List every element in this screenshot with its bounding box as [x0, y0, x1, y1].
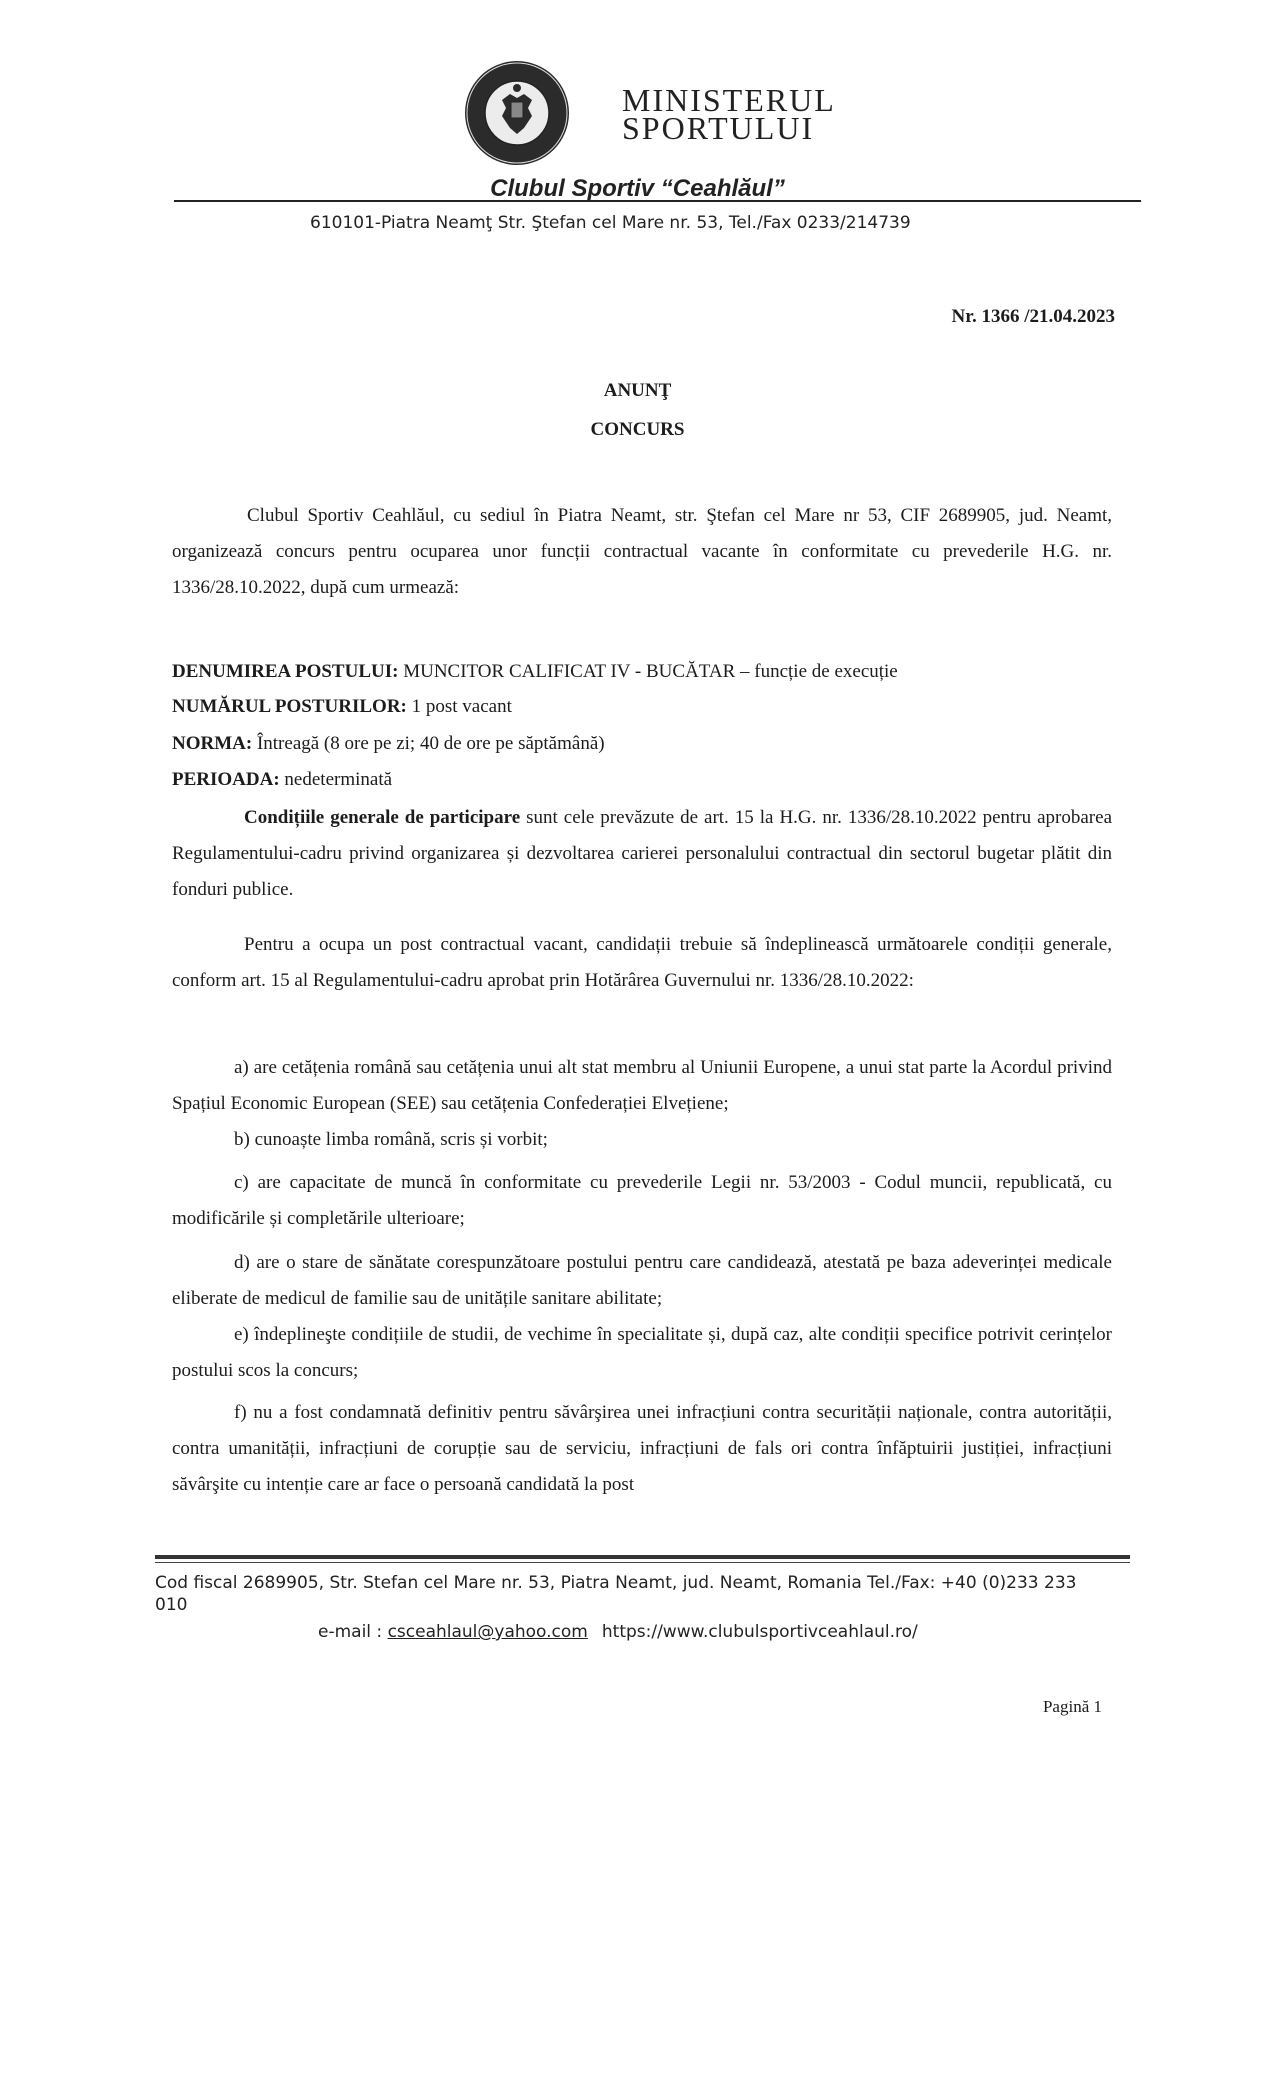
general-conditions-paragraph — [172, 800, 1112, 908]
government-seal-icon — [462, 58, 572, 168]
contest-title: CONCURS — [590, 419, 685, 440]
email-label: e-mail : — [318, 1622, 388, 1642]
announcement-title: ANUNŢ — [603, 380, 672, 401]
ministry-name — [622, 82, 836, 146]
condition-item-e: e) îndeplineşte condițiile de studii, de vechime în specialitate și, după caz, alte condiții specifice potrivit cerințelor postului scos la concurs; — [172, 1324, 1112, 1381]
footer-divider — [155, 1555, 1130, 1559]
club-name: Clubul Sportiv “Ceahlăul” — [490, 175, 785, 202]
field-period — [172, 765, 392, 795]
condition-item-f: f) nu a fost condamnată definitiv pentru săvârşirea unei infracțiuni contra securității naționale, contra autorității, contra umanității, infracțiuni de corupție sau de serviciu, infracțiuni de fals ori contra înfăptuirii justiției, infracțiuni săvârşite cu intenție care ar face o persoană candidată la post — [172, 1402, 1112, 1495]
email-link[interactable]: csceahlaul@yahoo.com — [387, 1622, 588, 1642]
field-post-count — [172, 692, 512, 722]
footer-address: Cod fiscal 2689905, Str. Stefan cel Mare nr. 53, Piatra Neamt, jud. Neamt, Romania Tel./Fax: +40 (0)233 233 010 — [155, 1573, 1077, 1615]
candidates-paragraph: Pentru a ocupa un post contractual vacant, candidații trebuie să îndeplinească următoarele condiții generale, conform art. 15 al Regulamentului-cadru aprobat prin Hotărârea Guvernului nr. 1336/28.10.2022: — [172, 934, 1112, 991]
condition-item-d: d) are o stare de sănătate corespunzătoare postului pentru care candidează, atestată pe baza adeverinței medicale eliberate de medicul de familie sau de unitățile sanitare abilitate; — [172, 1252, 1112, 1309]
header-divider — [174, 200, 1141, 202]
intro-paragraph: Clubul Sportiv Ceahlăul, cu sediul în Piatra Neamt, str. Ştefan cel Mare nr 53, CIF 2689905, jud. Neamt, organizează concurs pentru ocuparea unor funcții contractual vacante în conformitate cu prevederile H.G. nr. 1336/28.10.2022, după cum urmează: — [172, 505, 1112, 598]
conditions-heading: Condițiile generale de participare — [244, 807, 521, 828]
footer-divider-thin — [155, 1562, 1130, 1563]
field-value: 1 post vacant — [406, 696, 512, 717]
ministry-logo — [462, 58, 862, 168]
field-value: Întreagă (8 ore pe zi; 40 de ore pe săptămână) — [252, 733, 605, 754]
page-number: Pagină 1 — [1042, 1697, 1102, 1716]
website-link[interactable]: https://www.clubulsportivceahlaul.ro/ — [601, 1622, 918, 1642]
field-label: DENUMIREA POSTULUI: — [172, 661, 399, 682]
field-label: NUMĂRUL POSTURILOR: — [172, 696, 407, 717]
field-label: PERIOADA: — [172, 769, 280, 790]
ministry-line-1: MINISTERUL — [622, 82, 836, 118]
condition-item-b: b) cunoaște limba română, scris și vorbit; — [234, 1129, 548, 1150]
condition-item-a: a) are cetățenia română sau cetățenia unui alt stat membru al Uniunii Europene, a unui stat parte la Acordul privind Spațiul Economic European (SEE) sau cetățenia Confederației Elvețiene; — [172, 1057, 1112, 1114]
field-value: MUNCITOR CALIFICAT IV - BUCĂTAR – funcție de execuție — [398, 661, 898, 682]
club-address: 610101-Piatra Neamţ Str. Ştefan cel Mare nr. 53, Tel./Fax 0233/214739 — [310, 213, 911, 233]
ministry-line-2: SPORTULUI — [622, 110, 815, 146]
footer-contact — [318, 1622, 918, 1642]
condition-item-c: c) are capacitate de muncă în conformitate cu prevederile Legii nr. 53/2003 - Codul muncii, republicată, cu modificările și completările ulterioare; — [172, 1172, 1112, 1229]
field-label: NORMA: — [172, 733, 253, 754]
field-post-name — [172, 657, 898, 687]
field-value: nedeterminată — [279, 769, 393, 790]
conditions-text: sunt cele prevăzute de art. 15 la H.G. nr. 1336/28.10.2022 pentru aprobarea Regulamentului-cadru privind organizarea și dezvoltarea carierei personalului contractual din sectorul bugetar plătit din fonduri publice. — [172, 807, 1113, 900]
field-norm — [172, 729, 605, 759]
document-number: Nr. 1366 /21.04.2023 — [951, 306, 1115, 327]
